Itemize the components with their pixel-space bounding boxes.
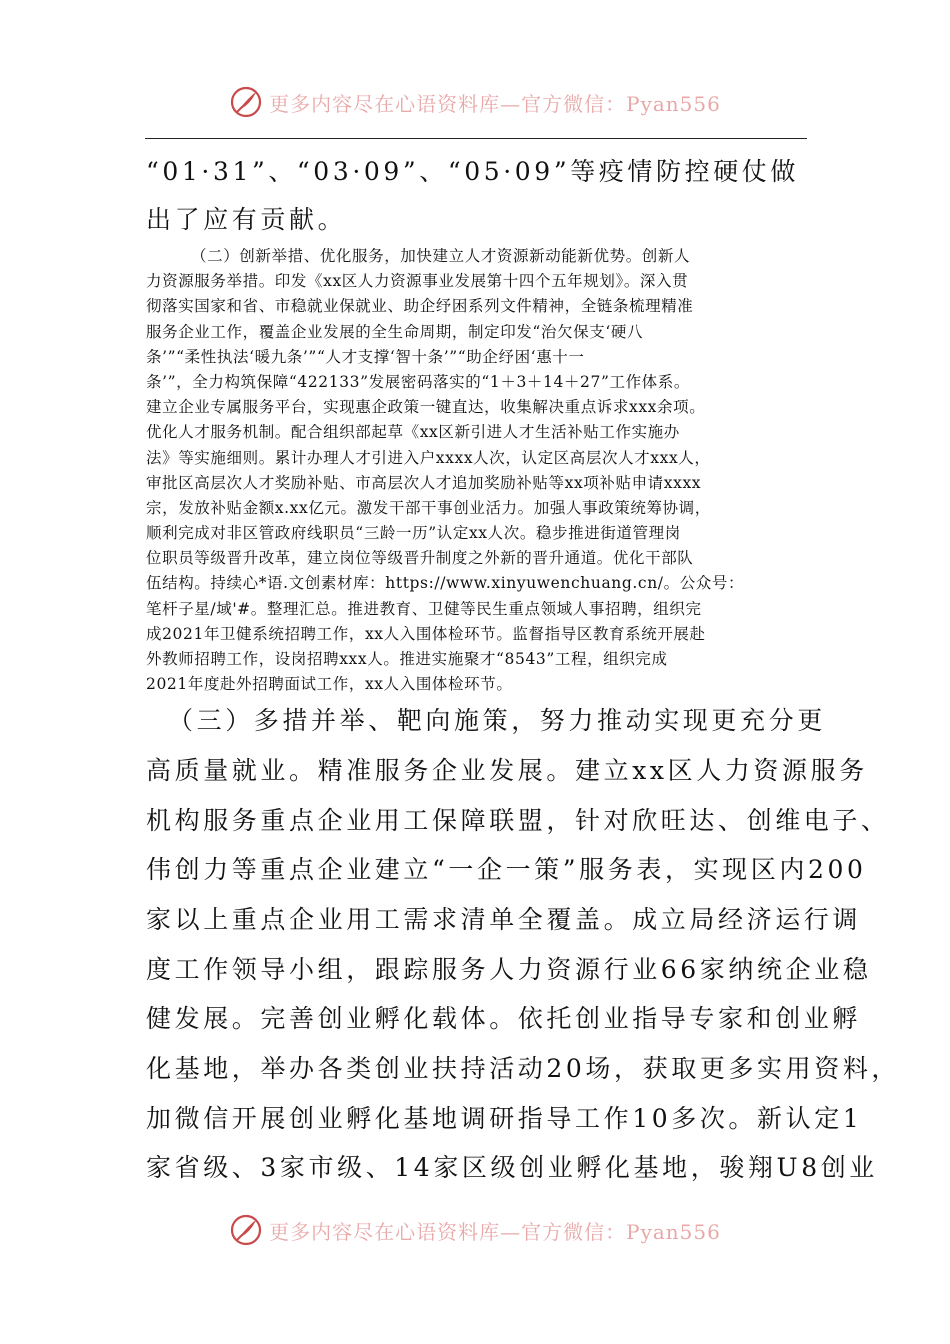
paragraph-line: 优化人才服务机制。配合组织部起草《xx区新引进人才生活补贴工作实施办 (146, 423, 680, 442)
paragraph-line: 条’”，全力构筑保障“422133”发展密码落实的“1＋3＋14＋27”工作体系。 (146, 372, 690, 391)
header-divider (145, 138, 807, 139)
section-3-line: 高质量就业。精准服务企业发展。建立xx区人力资源服务 (146, 756, 868, 785)
paragraph-line: 位职员等级晋升改革，建立岗位等级晋升制度之外新的晋升通道。优化干部队 (146, 549, 694, 568)
paragraph-line: 服务企业工作，覆盖企业发展的全生命周期，制定印发“治欠保支‘硬八 (146, 322, 644, 341)
header-banner-text: 更多内容尽在心语资料库—官方微信：Pyan556 (269, 91, 721, 116)
section-3-line: 健发展。完善创业孵化载体。依托创业指导专家和创业孵 (146, 1004, 862, 1033)
paragraph-line: 建立企业专属服务平台，实现惠企政策一键直达，收集解决重点诉求xxx余项。 (146, 398, 706, 417)
section-3-line: 化基地，举办各类创业扶持活动20场，获取更多实用资料， (146, 1054, 901, 1083)
section-3-line: 加微信开展创业孵化基地调研指导工作10多次。新认定1 (146, 1104, 863, 1133)
section-2-paragraph (146, 244, 810, 697)
paragraph-line: 力资源服务举措。印发《xx区人力资源事业发展第十四个五年规划》。深入贯 (146, 272, 689, 291)
paragraph-line: 外教师招聘工作，设岗招聘xxx人。推进实施聚才“8543”工程，组织完成 (146, 650, 668, 668)
section-3-line: 机构服务重点企业用工保障联盟，针对欣旺达、创维电子、 (146, 806, 890, 835)
paragraph-line: 伍结构。持续心*语.文创素材库：https://www.xinyuwenchuang.cn/。公众号： (146, 574, 745, 593)
paragraph-line: 审批区高层次人才奖励补贴、市高层次人才追加奖励补贴等xx项补贴申请xxxx (146, 473, 702, 492)
paragraph-line: 成2021年卫健系统招聘工作，xx人入围体检环节。监督指导区教育系统开展赴 (146, 624, 706, 643)
section-3-line: 伟创力等重点企业建立“一企一策”服务表，实现区内200 (146, 855, 867, 884)
paragraph-line: 顺利完成对非区管政府线职员“三龄一历”认定xx人次。稳步推进街道管理岗 (146, 524, 681, 543)
paragraph-line: 彻落实国家和省、市稳就业保就业、助企纾困系列文件精神，全链条梳理精准 (146, 297, 694, 316)
intro-line: “01·31”、“03·09”、“05·09”等疫情防控硬仗做 (146, 157, 799, 186)
section-3-line: 家以上重点企业用工需求清单全覆盖。成立局经济运行调 (146, 905, 862, 934)
paragraph-line: 2021年度赴外招聘面试工作，xx人入围体检环节。 (146, 675, 513, 694)
footer-banner (0, 1210, 950, 1250)
header-banner (0, 82, 950, 122)
section-3-line: 度工作领导小组，跟踪服务人力资源行业66家纳统企业稳 (146, 955, 872, 984)
paragraph-line: （二）创新举措、优化服务，加快建立人才资源新动能新优势。创新人 (191, 247, 691, 265)
paragraph-line: 宗，发放补贴金额x.xx亿元。激发干部干事创业活力。加强人事政策统筹协调， (146, 498, 711, 517)
section-3-heading-line: （三）多措并举、靶向施策，努力推动实现更充分更 (168, 706, 826, 735)
paragraph-line: 法》等实施细则。累计办理人才引进入户xxxx人次，认定区高层次人才xxx人， (146, 448, 711, 467)
section-3-line: 家省级、3家市级、14家区级创业孵化基地，骏翔U8创业 (146, 1153, 878, 1182)
footer-banner-text: 更多内容尽在心语资料库—官方微信：Pyan556 (269, 1219, 721, 1244)
paragraph-line: 条’”“柔性执法‘暖九条’”“人才支撑‘智十条’”“助企纾困‘惠十一 (146, 347, 585, 366)
intro-line: 出了应有贡献。 (146, 205, 347, 234)
quill-logo-icon (229, 1213, 263, 1247)
quill-logo-icon (229, 85, 263, 119)
paragraph-line: 笔杆子星/域'#。整理汇总。推进教育、卫健等民生重点领域人事招聘，组织完 (146, 599, 702, 618)
